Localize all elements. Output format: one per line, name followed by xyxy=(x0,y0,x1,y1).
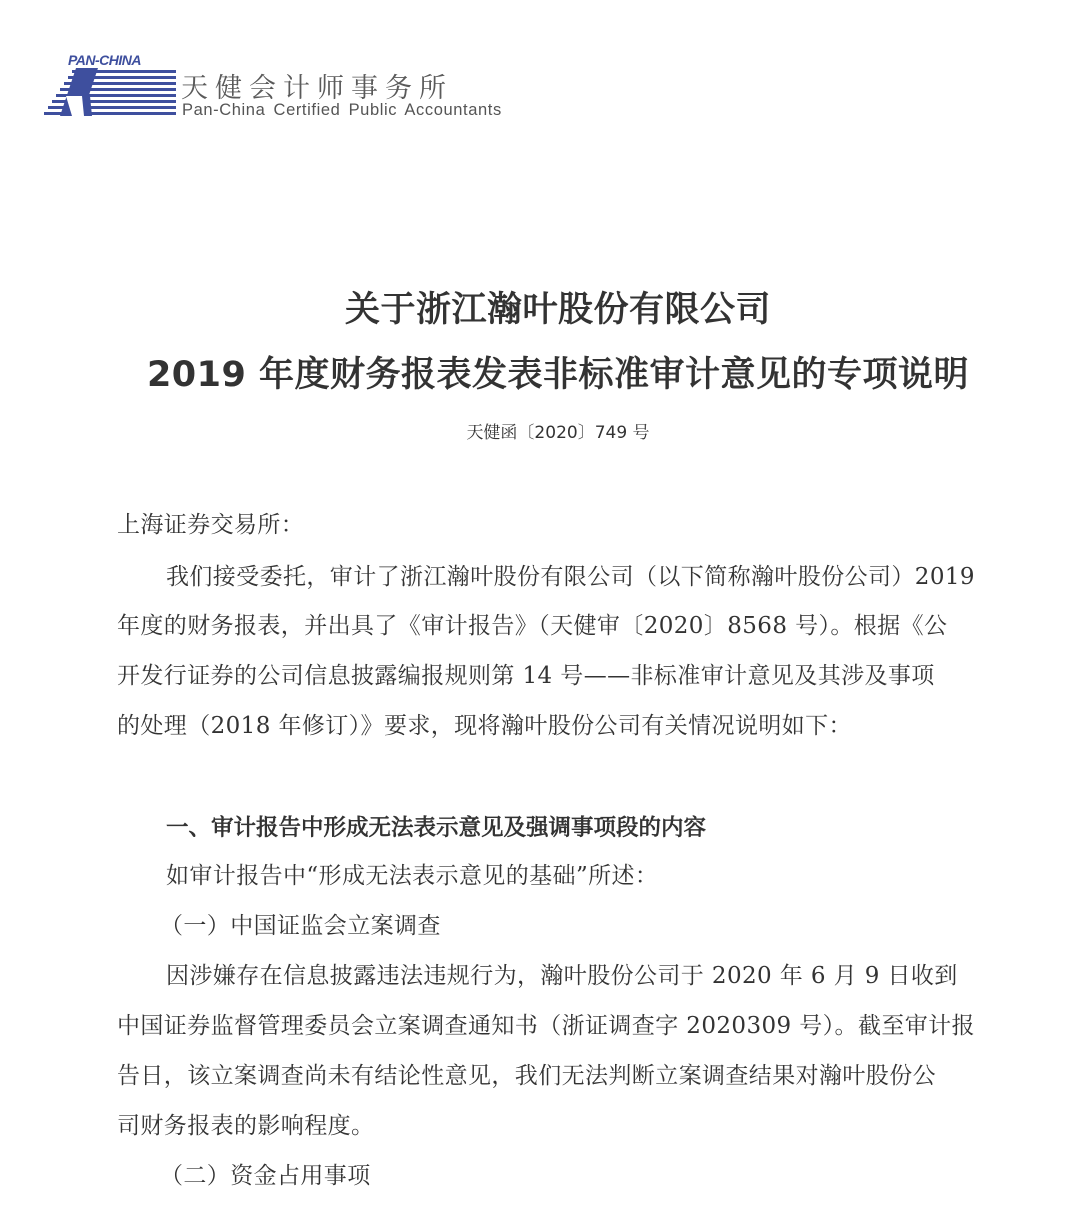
subsection-paragraph-line: 司财务报表的影响程度。 xyxy=(117,1113,375,1139)
intro-paragraph-line: 开发行证券的公司信息披露编报规则第 14 号——非标准审计意见及其涉及事项 xyxy=(117,663,935,689)
section-lead: 如审计报告中“形成无法表示意见的基础”所述： xyxy=(166,863,659,889)
subsection-heading-2: （二）资金占用事项 xyxy=(160,1163,371,1189)
intro-paragraph-line: 的处理（2018 年修订）》要求，现将瀚叶股份公司有关情况说明如下： xyxy=(117,713,852,739)
firm-name-english: Pan-China Certified Public Accountants xyxy=(182,101,502,119)
subsection-paragraph-line: 因涉嫌存在信息披露违法违规行为，瀚叶股份公司于 2020 年 6 月 9 日收到 xyxy=(166,963,958,989)
intro-paragraph-line: 年度的财务报表，并出具了《审计报告》（天健审〔2020〕8568 号）。根据《公 xyxy=(117,613,948,639)
subsection-heading-1: （一）中国证监会立案调查 xyxy=(160,913,441,939)
brand-wordmark: PAN-CHINA xyxy=(68,52,142,68)
document-title-line-1: 关于浙江瀚叶股份有限公司 xyxy=(344,290,771,330)
subsection-paragraph-line: 告日，该立案调查尚未有结论性意见，我们无法判断立案调查结果对瀚叶股份公 xyxy=(117,1063,936,1089)
letterhead xyxy=(26,52,546,122)
intro-paragraph-line: 我们接受委托，审计了浙江瀚叶股份有限公司（以下简称瀚叶股份公司）2019 xyxy=(166,564,975,590)
pan-china-logo-icon xyxy=(26,52,176,120)
subsection-paragraph-line: 中国证券监督管理委员会立案调查通知书（浙证调查字 2020309 号）。截至审计报 xyxy=(117,1013,975,1039)
reference-number: 天健函〔2020〕749 号 xyxy=(466,423,650,443)
section-heading: 一、审计报告中形成无法表示意见及强调事项段的内容 xyxy=(166,815,707,841)
addressee: 上海证券交易所： xyxy=(117,512,305,538)
document-title-line-2: 2019 年度财务报表发表非标准审计意见的专项说明 xyxy=(146,355,970,395)
firm-name-chinese: 天健会计师事务所 xyxy=(181,73,453,104)
